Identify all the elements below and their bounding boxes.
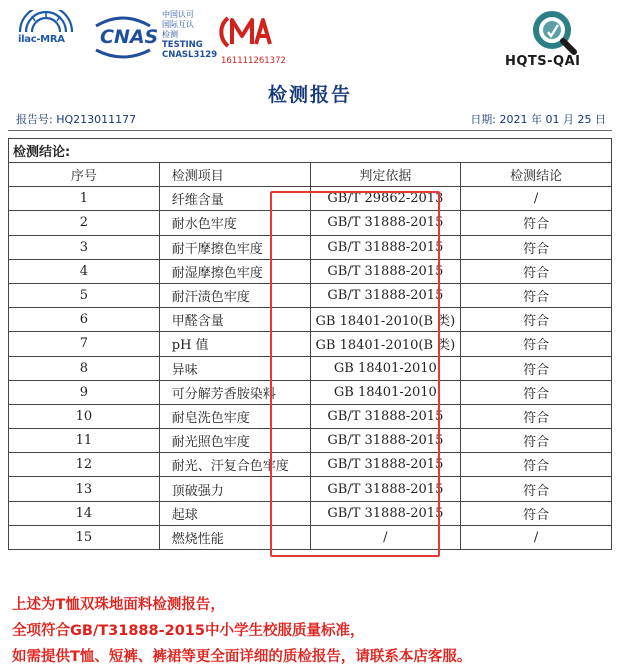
cnas-accreditation-text <box>162 10 217 60</box>
cma-number: 161111261372 <box>221 56 286 66</box>
cell-result: 符合 <box>461 235 612 259</box>
table-header-row <box>9 163 612 187</box>
cell-no: 12 <box>9 453 160 477</box>
cell-no: 14 <box>9 501 160 525</box>
cell-item: 异味 <box>159 356 310 380</box>
cell-item: 甲醛含量 <box>159 308 310 332</box>
cell-result: 符合 <box>461 356 612 380</box>
cell-basis: GB 18401-2010 <box>310 380 461 404</box>
cell-no: 5 <box>9 283 160 307</box>
cell-item: 耐光照色牢度 <box>159 429 310 453</box>
cnas-line-4: TESTING <box>162 40 203 50</box>
cell-result: 符合 <box>461 453 612 477</box>
cell-result: 符合 <box>461 283 612 307</box>
cell-basis: GB/T 31888-2015 <box>310 211 461 235</box>
cnas-label: CNAS <box>100 26 159 48</box>
cell-no: 13 <box>9 477 160 501</box>
cell-no: 1 <box>9 187 160 211</box>
header-item: 检测项目 <box>159 163 310 187</box>
cell-item: pH 值 <box>159 332 310 356</box>
cell-item: 纤维含量 <box>159 187 310 211</box>
cell-item: 耐光、汗复合色牢度 <box>159 453 310 477</box>
header-result: 检测结论 <box>461 163 612 187</box>
report-date: 日期: 2021 年 01 月 25 日 <box>470 113 606 126</box>
cell-item: 耐水色牢度 <box>159 211 310 235</box>
note-line-3: 如需提供T恤、短裤、裤裙等更全面详细的质检报告，请联系本店客服。 <box>12 649 472 665</box>
cnas-line-3: 检测 <box>162 30 178 39</box>
cell-basis: GB/T 31888-2015 <box>310 235 461 259</box>
cell-basis: GB/T 31888-2015 <box>310 429 461 453</box>
cell-basis: GB 18401-2010(B 类) <box>310 308 461 332</box>
header-basis: 判定依据 <box>310 163 461 187</box>
note-line-1: 上述为T恤双珠地面料检测报告， <box>12 597 225 613</box>
cell-result: 符合 <box>461 308 612 332</box>
cell-no: 8 <box>9 356 160 380</box>
note-line-2: 全项符合GB/T31888-2015中小学生校服质量标准， <box>12 623 365 639</box>
section-title: 检测结论: <box>9 139 612 163</box>
hqts-qai-label: HQTS-QAI <box>505 54 581 69</box>
cell-basis: GB 18401-2010(B 类) <box>310 332 461 356</box>
cell-basis: GB/T 31888-2015 <box>310 477 461 501</box>
cell-no: 4 <box>9 259 160 283</box>
cell-result: 符合 <box>461 477 612 501</box>
logo-header <box>0 0 620 78</box>
cell-result: 符合 <box>461 404 612 428</box>
report-title: 检测报告 <box>267 84 352 106</box>
cell-no: 10 <box>9 404 160 428</box>
cell-basis: GB/T 31888-2015 <box>310 501 461 525</box>
cell-result: / <box>461 525 612 549</box>
cell-basis: GB/T 31888-2015 <box>310 404 461 428</box>
cell-result: / <box>461 187 612 211</box>
cell-no: 2 <box>9 211 160 235</box>
cell-no: 15 <box>9 525 160 549</box>
cell-item: 顶破强力 <box>159 477 310 501</box>
cell-result: 符合 <box>461 259 612 283</box>
cell-item: 耐皂洗色牢度 <box>159 404 310 428</box>
header-divider <box>8 130 612 131</box>
cma-logo-icon <box>218 10 274 54</box>
cell-basis: / <box>310 525 461 549</box>
report-number: 报告号: HQ213011177 <box>16 113 137 126</box>
cell-no: 7 <box>9 332 160 356</box>
cell-basis: GB/T 31888-2015 <box>310 283 461 307</box>
cell-item: 起球 <box>159 501 310 525</box>
cell-result: 符合 <box>461 429 612 453</box>
cell-item: 耐干摩擦色牢度 <box>159 235 310 259</box>
cnas-line-2: 国际互认 <box>162 20 194 29</box>
cnas-line-1: 中国认可 <box>162 10 194 19</box>
cell-item: 耐汗渍色牢度 <box>159 283 310 307</box>
cell-result: 符合 <box>461 501 612 525</box>
cell-item: 可分解芳香胺染料 <box>159 380 310 404</box>
cell-basis: GB/T 31888-2015 <box>310 453 461 477</box>
cell-basis: GB/T 29862-2013 <box>310 187 461 211</box>
cell-result: 符合 <box>461 380 612 404</box>
cell-basis: GB 18401-2010 <box>310 356 461 380</box>
cell-basis: GB/T 31888-2015 <box>310 259 461 283</box>
cell-no: 11 <box>9 429 160 453</box>
cell-item: 耐湿摩擦色牢度 <box>159 259 310 283</box>
cell-no: 3 <box>9 235 160 259</box>
header-no: 序号 <box>9 163 160 187</box>
section-row <box>9 139 612 163</box>
cell-result: 符合 <box>461 332 612 356</box>
cell-no: 6 <box>9 308 160 332</box>
cnas-line-5: CNASL3129 <box>162 50 218 60</box>
cell-no: 9 <box>9 380 160 404</box>
cell-item: 燃烧性能 <box>159 525 310 549</box>
hqts-qai-logo-icon <box>518 8 588 56</box>
cell-result: 符合 <box>461 211 612 235</box>
ilac-mra-label: ilac-MRA <box>18 34 65 45</box>
basis-highlight-box <box>270 191 440 557</box>
